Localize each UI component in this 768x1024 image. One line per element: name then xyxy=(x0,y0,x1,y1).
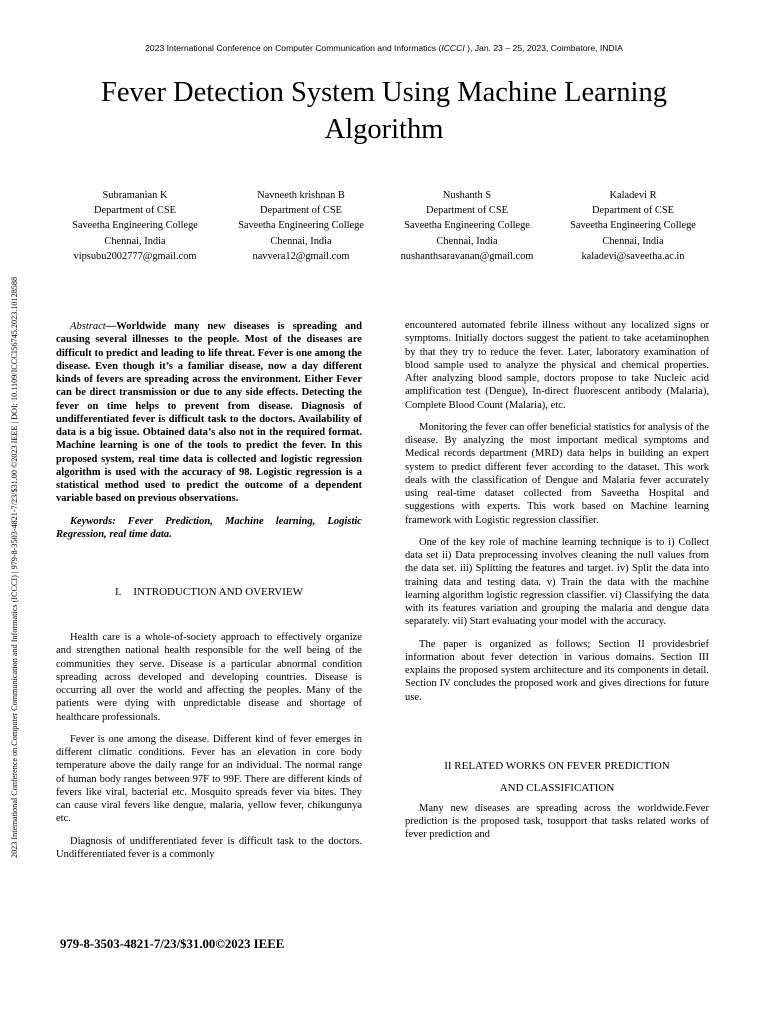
author-2 xyxy=(218,188,384,264)
left-column xyxy=(56,320,362,861)
section-title: INTRODUCTION AND OVERVIEW xyxy=(133,586,304,598)
author-name: Nushanth S xyxy=(442,190,492,201)
author-email: navvera12@gmail.com xyxy=(252,250,350,262)
author-email: vipsubu2002777@gmail.com xyxy=(73,250,197,262)
section-title-line-1: II RELATED WORKS ON FEVER PREDICTION xyxy=(444,759,670,772)
abstract-lead: Abstract xyxy=(70,321,106,332)
author-college: Saveetha Engineering College xyxy=(570,220,696,232)
abstract xyxy=(56,320,362,506)
paragraph: The paper is organized as follows; Section II providesbrief information about fever detection in various domains. Section III explains the proposed system architecture and its components in detail. Section IV concludes the proposed work and gives directions for future use. xyxy=(405,638,709,703)
paragraph: Health care is a whole-of-society approach to effectively organize and strengthen national health responsible for the well being of the communities they serve. Disease is a particular abnormal condition spreading across developed and developing countries. Disease is occurring all over the world and affecting the peoples. Many of the patients were dying with unpredictable disease and shortage of healthcare professionals. xyxy=(56,632,362,723)
abstract-text: —Worldwide many new diseases is spreading and causing several illnesses to the people. Most of the diseases are difficult to predict and leading to life threat. Fever is one among the disease. Even though it’s a familiar disease, now a day different kinds of fevers are spreading across the environment. Either Fever can be direct transmission or due to any side effects. Detecting the fever on time helps to prevent from disease. Diagnosis of undifferentiated fever is difficult task to the doctors. Availability of data is a big issue. Obtained data’s also not in the required format. Machine learning is one of the tools to predict the fever. In this proposed system, real time data is collected and logistic regression algorithm is used with the accuracy of 98. Logistic regression is a statistical method used to predict the outcome of a dependent variable based on previous observations. xyxy=(56,321,362,505)
author-dept: Department of CSE xyxy=(426,205,508,217)
right-column xyxy=(405,319,709,842)
paper-title xyxy=(40,74,728,148)
conference-name: 2023 International Conference on Computer Communication and Informatics ( xyxy=(145,43,442,53)
author-college: Saveetha Engineering College xyxy=(404,220,530,232)
conference-dates: ), Jan. 23 – 25, 2023, Coimbatore, INDIA xyxy=(464,43,623,53)
author-city: Chennai, India xyxy=(436,235,498,247)
paragraph: encountered automated febrile illness without any localized signs or symptoms. Initially doctors suggest the patient to take acetaminophen by that they try to reduce the fever. Later, laboratory examination of blood sample used to analyze the physical and chemical properties. After analyzing blood sample, doctors propose to take Nucleic acid amplification test (Dengue), In-direct fluorescent antibody (Malaria), Complete Blood Count (Malaria), etc. xyxy=(405,320,709,411)
author-4 xyxy=(550,188,716,264)
paragraph: Many new diseases are spreading across the worldwide.Fever prediction is the proposed task, tosupport that tasks related works of fever prediction and xyxy=(405,802,709,841)
paragraph: Fever is one among the disease. Different kind of fever emerges in different climatic conditions. Fever has an elevation in core body temperature above the daily range for an individual. The normal range of human body ranges between 97F to 99F. There are different kinds of fevers like viral, bacterial etc. Mosquito spreads fever via bites. They can cause viral fevers like dengue, malaria, yellow fever, chikungunya etc. xyxy=(56,733,362,825)
author-city: Chennai, India xyxy=(270,235,332,247)
conference-header xyxy=(0,43,768,53)
author-college: Saveetha Engineering College xyxy=(238,220,364,232)
author-dept: Department of CSE xyxy=(592,205,674,217)
section-number: I. xyxy=(114,586,122,598)
copyright-footer: 979-8-3503-4821-7/23/$31.00©2023 IEEE xyxy=(60,937,285,951)
author-name: Subramanian K xyxy=(102,190,168,201)
author-email: kaladevi@saveetha.ac.in xyxy=(581,250,685,262)
author-city: Chennai, India xyxy=(602,235,664,247)
author-name: Kaladevi R xyxy=(609,190,657,201)
author-email: nushanthsaravanan@gmail.com xyxy=(400,250,534,262)
author-college: Saveetha Engineering College xyxy=(72,220,198,232)
section-heading-2 xyxy=(405,755,709,799)
conference-abbr: ICCCI xyxy=(441,43,465,53)
title-line-2: Algorithm xyxy=(324,114,444,145)
author-name: Navneeth krishnan B xyxy=(257,190,345,201)
paragraph: One of the key role of machine learning technique is to i) Collect data set ii) Data preprocessing involves cleaning the null values from the data set. iii) Splitting the features and target. iv) Split the data into training data and testing data. v) Train the data with the machine learning algorithm logistic regression classifier. vi) Classifying the data with its features variation and grouping the malaria and dengue data separately. vii) Start evaluating your model with the accuracy. xyxy=(405,536,709,628)
paragraph: Monitoring the fever can offer beneficial statistics for analysis of the disease. By analyzing the most important medical symptoms and Medical records department (MRD) data helps in building an expert system to predict different fever according to the dataset. This work deals with the classification of Dengue and Malaria fever accurately using real-time dataset collected from Saveetha Hospital and suggestions with experts. This work based on Machine learning framework with Logistic regression classifier. xyxy=(405,421,709,526)
section-title-line-2: AND CLASSIFICATION xyxy=(499,781,615,794)
side-doi-strip: 2023 International Conference on Computer Communication and Informatics (ICCCI) | 979-8-3503-4821-7/23/$31.00 ©2023 IEEE | DOI: 10.1109/ICCCI56745.2023.10128588 xyxy=(10,276,19,858)
author-dept: Department of CSE xyxy=(260,205,342,217)
section-heading-1 xyxy=(56,586,362,599)
paragraph: Diagnosis of undifferentiated fever is difficult task to the doctors. Undifferentiated fever is a commonly xyxy=(56,835,362,860)
keywords: Keywords: Fever Prediction, Machine learning, Logistic Regression, real time data. xyxy=(56,515,362,540)
title-line-1: Fever Detection System Using Machine Learning xyxy=(101,77,667,108)
author-1 xyxy=(52,188,218,264)
author-3 xyxy=(384,188,550,264)
author-dept: Department of CSE xyxy=(94,205,176,217)
author-city: Chennai, India xyxy=(104,235,166,247)
